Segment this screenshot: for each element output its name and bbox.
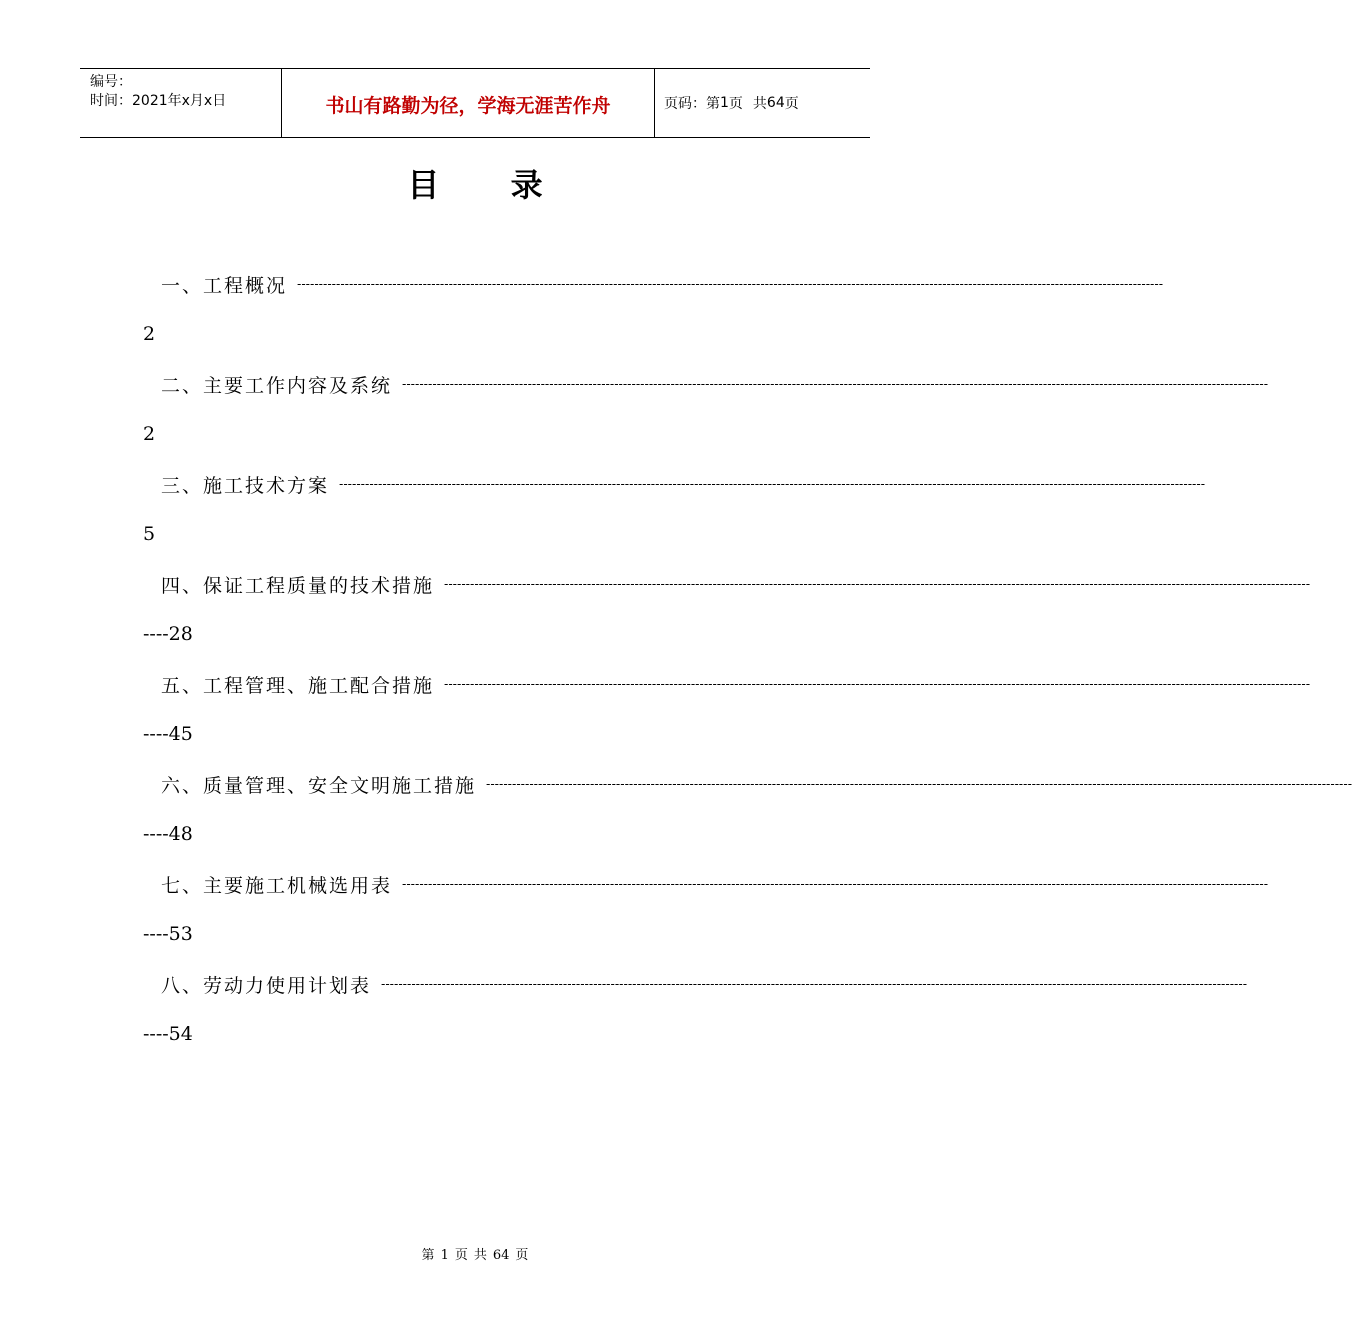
- toc-entry[interactable]: [143, 964, 1248, 1064]
- toc-entry[interactable]: [143, 264, 1164, 364]
- toc-entry[interactable]: [143, 664, 1311, 764]
- document-number-label: 编号：: [90, 74, 132, 90]
- header-meta-cell: [80, 69, 282, 137]
- footer-total-prefix: 共: [473, 1248, 487, 1263]
- header-page-unit: 页: [728, 96, 743, 112]
- document-time-label: 时间：2021年x月x日: [90, 93, 227, 109]
- toc-leader-dashes: --------------------------------------------------------------------------------------------------------------------------------------------------------------------------------------------------------: [339, 477, 1206, 491]
- header-total-label: 共: [752, 96, 767, 112]
- toc-entry-label: 五、工程管理、施工配合措施: [161, 674, 435, 697]
- footer-total-unit: 页: [515, 1248, 529, 1263]
- footer-total-number: 64: [492, 1248, 510, 1263]
- toc-entry-page: ----28: [143, 623, 193, 645]
- toc-entry-page: ----45: [143, 723, 193, 745]
- page-title: 目 录: [407, 166, 573, 204]
- toc-entry-label: 七、主要施工机械选用表: [161, 874, 393, 897]
- toc-entry-page: 2: [143, 423, 156, 445]
- table-of-contents: [143, 264, 1352, 1064]
- toc-entry-page: 2: [143, 323, 156, 345]
- toc-entry-page: ----54: [143, 1023, 193, 1045]
- header-page-number: 1: [720, 95, 729, 111]
- toc-entry-label: 一、工程概况: [161, 274, 288, 297]
- header-motto: 书山有路勤为径，学海无涯苦作舟: [325, 94, 611, 117]
- toc-entry[interactable]: [143, 764, 1352, 864]
- header-motto-cell: [282, 69, 655, 137]
- toc-leader-dashes: --------------------------------------------------------------------------------------------------------------------------------------------------------------------------------------------------------: [444, 577, 1311, 591]
- footer-page-number: 1: [440, 1248, 449, 1263]
- header-total-number: 64: [766, 95, 785, 111]
- page-footer: [0, 1244, 950, 1263]
- footer-page-unit: 页: [454, 1248, 468, 1263]
- footer-page-prefix: 第: [421, 1248, 435, 1263]
- toc-leader-dashes: --------------------------------------------------------------------------------------------------------------------------------------------------------------------------------------------------------: [402, 377, 1269, 391]
- toc-entry-label: 八、劳动力使用计划表: [161, 974, 372, 997]
- toc-entry[interactable]: [143, 564, 1311, 664]
- toc-entry-label: 二、主要工作内容及系统: [161, 374, 393, 397]
- toc-entry-label: 四、保证工程质量的技术措施: [161, 574, 435, 597]
- toc-entry-label: 三、施工技术方案: [161, 474, 330, 497]
- page-header: [80, 68, 870, 138]
- toc-entry[interactable]: [143, 864, 1269, 964]
- toc-entry[interactable]: [143, 364, 1269, 464]
- header-page-label: 页码：第: [664, 96, 720, 112]
- toc-leader-dashes: --------------------------------------------------------------------------------------------------------------------------------------------------------------------------------------------------------: [444, 677, 1311, 691]
- toc-entry-label: 六、质量管理、安全文明施工措施: [161, 774, 477, 797]
- toc-entry-page: ----48: [143, 823, 193, 845]
- toc-leader-dashes: --------------------------------------------------------------------------------------------------------------------------------------------------------------------------------------------------------: [297, 277, 1164, 291]
- toc-entry-page: 5: [143, 523, 156, 545]
- toc-leader-dashes: --------------------------------------------------------------------------------------------------------------------------------------------------------------------------------------------------------: [381, 977, 1248, 991]
- toc-entry-page: ----53: [143, 923, 193, 945]
- header-page-cell: [655, 69, 870, 137]
- toc-entry[interactable]: [143, 464, 1206, 564]
- header-total-unit: 页: [784, 96, 799, 112]
- toc-leader-dashes: --------------------------------------------------------------------------------------------------------------------------------------------------------------------------------------------------------: [402, 877, 1269, 891]
- toc-leader-dashes: --------------------------------------------------------------------------------------------------------------------------------------------------------------------------------------------------------: [486, 777, 1352, 791]
